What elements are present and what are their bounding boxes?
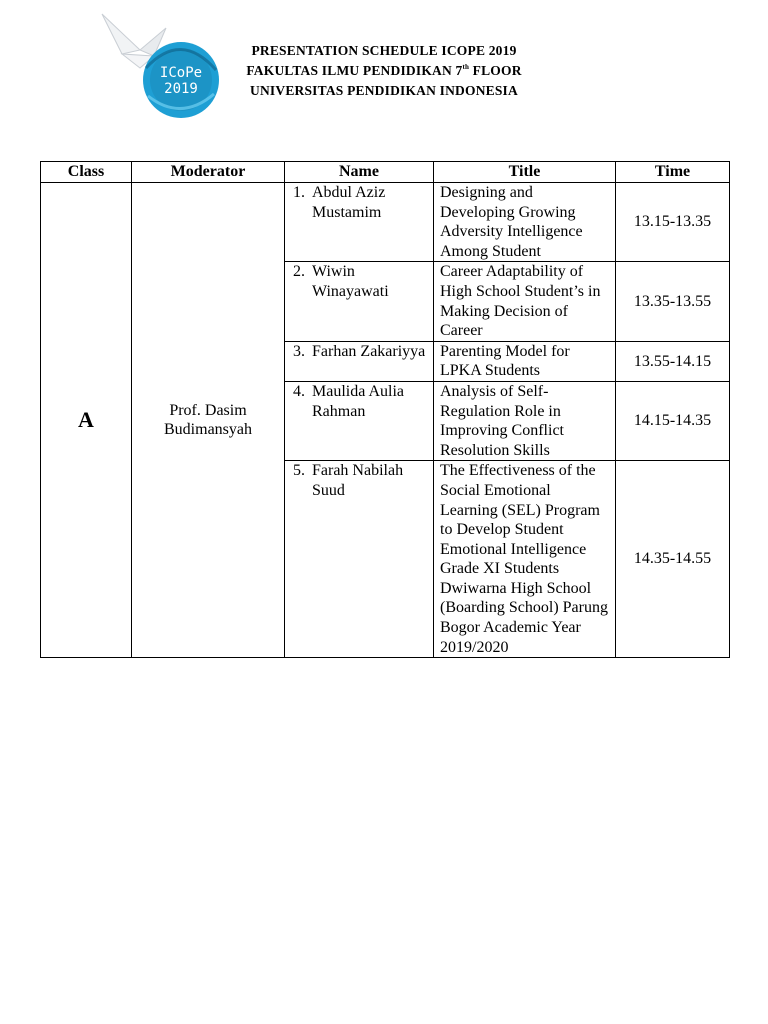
class-cell: A [41, 183, 132, 658]
presenter-number: 1. [293, 184, 305, 201]
logo-text-line2: 2019 [164, 81, 198, 97]
table-row [41, 183, 730, 262]
column-header-time: Time [616, 162, 730, 183]
heading-line2-tail: FLOOR [469, 63, 522, 78]
document-heading [200, 41, 568, 101]
time-cell: 13.35-13.55 [616, 262, 730, 341]
presenter-name: Maulida Aulia Rahman [312, 382, 404, 420]
column-header-name: Name [285, 162, 434, 183]
presenter-name-cell [285, 262, 434, 341]
time-cell: 13.55-14.15 [616, 341, 730, 381]
presenter-name-cell [285, 381, 434, 460]
paper-title-cell: Analysis of Self-Regulation Role in Improving Conflict Resolution Skills [434, 381, 616, 460]
presenter-name: Abdul Aziz Mustamim [312, 184, 386, 221]
paper-title-cell: Designing and Developing Growing Adversity Intelligence Among Student [434, 183, 616, 262]
presenter-name-cell [285, 183, 434, 262]
logo-text-line1: ICoPe [159, 65, 203, 81]
column-header-moderator: Moderator [132, 162, 285, 183]
column-header-title: Title [434, 162, 616, 183]
presenter-name: Farhan Zakariyya [312, 342, 426, 360]
paper-title-cell: Career Adaptability of High School Student’s in Making Decision of Career [434, 262, 616, 341]
heading-line2-superscript: th [462, 63, 470, 71]
paper-title-cell: The Effectiveness of the Social Emotional Learning (SEL) Program to Develop Student Emotional Intelligence Grade XI Students Dwiwarna High School (Boarding School) Parung Bogor Academic Year 2019/2020 [434, 461, 616, 658]
time-cell: 14.15-14.35 [616, 381, 730, 460]
presenter-number: 4. [293, 382, 305, 400]
presenter-name: Farah Nabilah Suud [312, 462, 404, 499]
heading-line2 [200, 61, 568, 81]
presenter-number: 5. [293, 462, 305, 480]
heading-line3: UNIVERSITAS PENDIDIKAN INDONESIA [250, 83, 518, 98]
moderator-cell: Prof. Dasim Budimansyah [132, 183, 285, 658]
heading-line2-main: FAKULTAS ILMU PENDIDIKAN 7 [246, 63, 463, 78]
schedule-table [40, 161, 730, 658]
time-cell: 13.15-13.35 [616, 183, 730, 262]
table-header-row [41, 162, 730, 183]
presenter-name: Wiwin Winayawati [312, 263, 389, 300]
presenter-number: 2. [293, 263, 305, 281]
presenter-name-cell [285, 461, 434, 658]
heading-line1: PRESENTATION SCHEDULE ICOPE 2019 [251, 43, 517, 58]
paper-title-cell: Parenting Model for LPKA Students [434, 341, 616, 381]
time-cell: 14.35-14.55 [616, 461, 730, 658]
presenter-number: 3. [293, 342, 305, 360]
column-header-class: Class [41, 162, 132, 183]
presenter-name-cell [285, 341, 434, 381]
